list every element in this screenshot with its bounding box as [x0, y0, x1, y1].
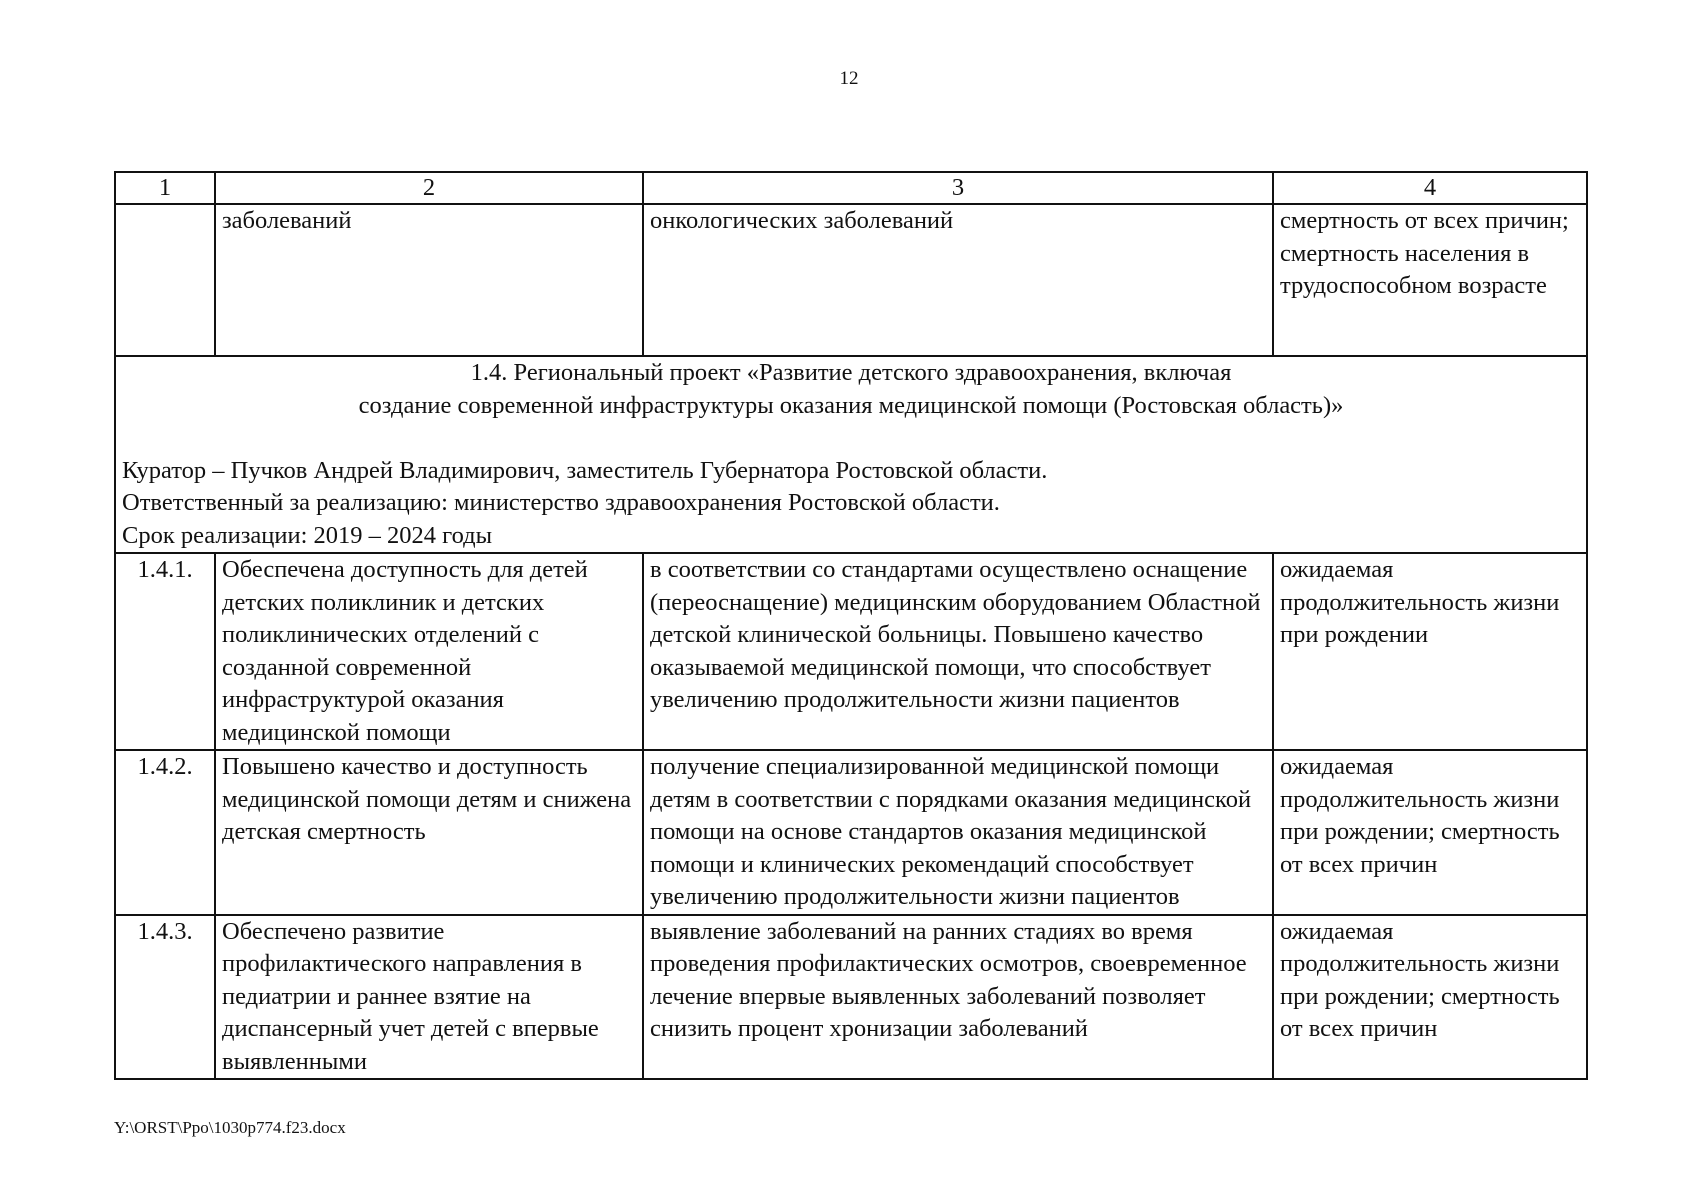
row-indicator: ожидаемая продолжительность жизни при рождении — [1273, 553, 1587, 750]
row-result: Обеспечено развитие профилактического направления в педиатрии и раннее взятие на диспансерный учет детей с впервые выявленными — [215, 915, 643, 1080]
section-curator: Куратор – Пучков Андрей Владимирович, заместитель Губернатора Ростовской области. — [122, 456, 1048, 484]
row-description: в соответствии со стандартами осуществлено оснащение (переоснащение) медицинским оборудованием Областной детской клинической больницы. Повышено качество оказываемой медицинской помощи, что способствует увеличению продолжительности жизни пациентов — [643, 553, 1273, 750]
row-result: заболеваний — [215, 204, 643, 356]
table-row — [115, 204, 1587, 356]
section-responsible: Ответственный за реализацию: министерство здравоохранения Ростовской области. — [122, 489, 1000, 516]
table-row — [115, 553, 1587, 750]
section-title-line-2: создание современной инфраструктуры оказания медицинской помощи (Ростовская область)» — [358, 391, 1344, 419]
row-number: 1.4.1. — [115, 553, 215, 750]
section-title-line-1: 1.4. Региональный проект «Развитие детского здравоохранения, включая — [470, 359, 1232, 386]
page-number: 12 — [839, 68, 859, 89]
section-spacer — [122, 422, 1580, 455]
row-number: 1.4.3. — [115, 915, 215, 1080]
table-header-row — [115, 172, 1587, 204]
column-number-3: 3 — [643, 172, 1273, 204]
section-row — [115, 356, 1587, 553]
file-path-footer: Y:\ORST\Ppo\1030p774.f23.docx — [114, 1118, 346, 1137]
column-number-1: 1 — [115, 172, 215, 204]
column-number-4: 4 — [1273, 172, 1587, 204]
row-number — [115, 204, 215, 356]
table-row — [115, 750, 1587, 915]
section-cell — [115, 356, 1587, 553]
row-number: 1.4.2. — [115, 750, 215, 915]
row-indicator: ожидаемая продолжительность жизни при рождении; смертность от всех причин — [1273, 915, 1587, 1080]
section-term: Срок реализации: 2019 – 2024 годы — [122, 521, 493, 549]
results-table — [114, 171, 1588, 1080]
row-indicator: смертность от всех причин; смертность населения в трудоспособном возрасте — [1273, 204, 1587, 356]
row-description: онкологических заболеваний — [643, 204, 1273, 356]
row-description: выявление заболеваний на ранних стадиях во время проведения профилактических осмотров, своевременное лечение впервые выявленных заболеваний позволяет снизить процент хронизации заболеваний — [643, 915, 1273, 1080]
row-indicator: ожидаемая продолжительность жизни при рождении; смертность от всех причин — [1273, 750, 1587, 915]
row-result: Обеспечена доступность для детей детских поликлиник и детских поликлинических отделений с созданной современной инфраструктурой оказания медицинской помощи — [215, 553, 643, 750]
table-row — [115, 915, 1587, 1080]
row-description: получение специализированной медицинской помощи детям в соответствии с порядками оказания медицинской помощи на основе стандартов оказания медицинской помощи и клинических рекомендаций способствует увеличению продолжительности жизни пациентов — [643, 750, 1273, 915]
row-result: Повышено качество и доступность медицинской помощи детям и снижена детская смертность — [215, 750, 643, 915]
column-number-2: 2 — [215, 172, 643, 204]
